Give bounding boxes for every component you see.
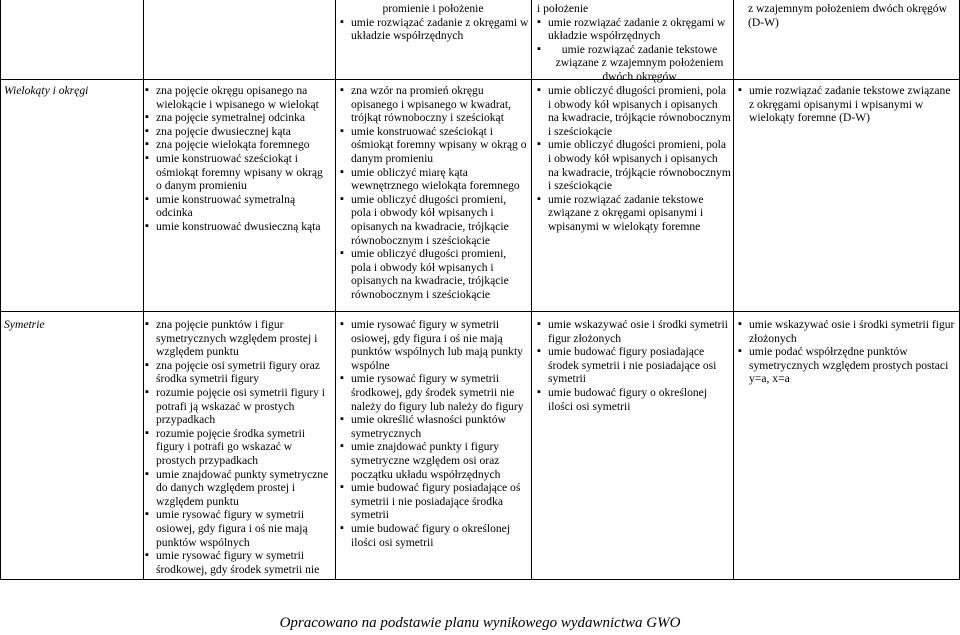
list-item: ▪ umie obliczyć długości promieni, pola i obwody kół wpisanych i opisanych na kwadracie, trójkącie równobocznym i sześciokącie: [537, 138, 731, 192]
col2-row1: [145, 84, 331, 234]
list-item: ▪ zna pojęcie punktów i figur symetrycznych względem prostej i względem punktu: [145, 318, 331, 359]
col5-top-continuation: [748, 2, 956, 29]
list-item: ▪ zna wzór na promień okręgu opisanego i wpisanego w kwadrat, trójkąt równoboczny i sześciokąt: [340, 84, 528, 125]
list-item: ▪ umie obliczyć długości promieni, pola i obwody kół wpisanych i opisanych na kwadracie, trójkącie równobocznym i sześciokącie: [340, 193, 528, 247]
list-item: ▪ umie obliczyć długości promieni, pola i obwody kół wpisanych i opisanych na kwadracie, trójkącie równobocznym i sześciokącie: [537, 84, 731, 138]
col4-row1: [537, 84, 731, 234]
topic-polygons-circles: Wielokąty i okręgi: [4, 84, 89, 97]
row-divider: [0, 311, 960, 312]
list-item: ▪ umie konstruować sześciokąt i ośmiokąt foremny wpisany w okrąg o danym promieniu: [145, 152, 331, 193]
list-item: ▪ umie rozwiązać zadanie tekstowe związane z okręgami opisanymi i wpisanymi w wielokąty foremne: [537, 193, 731, 234]
list-item: ▪ zna pojęcie dwusiecznej kąta: [145, 125, 331, 139]
list-item: ▪ zna pojęcie wielokąta foremnego: [145, 138, 331, 152]
table-divider: [531, 0, 532, 580]
col5-row2: [738, 318, 956, 386]
list-item: ▪ umie budować figury o określonej ilości osi symetrii: [340, 522, 528, 549]
list-item: ▪ umie rysować figury w symetrii środkowej, gdy środek symetrii nie należy do figury lub należy do figury: [340, 372, 528, 413]
list-item: ▪ umie rozwiązać zadanie z okręgami w układzie współrzędnych: [537, 16, 731, 43]
table-divider: [143, 0, 144, 580]
list-item: ▪ umie rozwiązać zadanie tekstowe związane z okręgami opisanymi i wpisanymi w wielokąty foremne (D-W): [738, 84, 956, 125]
list-item: ▪ zna pojęcie osi symetrii figury oraz środka symetrii figury: [145, 359, 331, 386]
col4-top-continuation: [537, 2, 731, 84]
list-item: ▪ zna pojęcie okręgu opisanego na wielokącie i wpisanego w wielokąt: [145, 84, 331, 111]
col2-row2: [145, 318, 331, 576]
list-item: ▪ umie obliczyć miarę kąta wewnętrznego wielokąta foremnego: [340, 166, 528, 193]
table-divider: [733, 0, 734, 580]
list-item: ▪ umie konstruować symetralną odcinka: [145, 193, 331, 220]
topic-symmetries: Symetrie: [4, 318, 45, 331]
list-item: ▪ umie budować figury o określonej ilości osi symetrii: [537, 386, 731, 413]
list-item: ▪ umie budować figury posiadające oś symetrii i nie posiadające środka symetrii: [340, 481, 528, 522]
text-line: z wzajemnym położeniem dwóch okręgów (D-W): [748, 2, 947, 29]
list-item: ▪ rozumie pojęcie osi symetrii figury i potrafi ją wskazać w prostych przypadkach: [145, 386, 331, 427]
list-item: ▪ umie określić własności punktów symetrycznych: [340, 413, 528, 440]
table-divider: [335, 0, 336, 580]
list-item: ▪ umie podać współrzędne punktów symetrycznych względem prostych postaci y=a, x=a: [738, 345, 956, 386]
list-item: ▪ umie rysować figury w symetrii środkowej, gdy środek symetrii nie: [145, 549, 331, 576]
list-item: ▪ umie znajdować punkty i figury symetryczne względem osi oraz początku układu współrzędnych: [340, 440, 528, 481]
list-item: ▪ umie konstruować sześciokąt i ośmiokąt foremny wpisany w okrąg o danym promieniu: [340, 125, 528, 166]
row-divider: [0, 79, 960, 80]
footer-note: Opracowano na podstawie planu wynikowego wydawnictwa GWO: [279, 615, 681, 631]
col3-top-continuation: [336, 2, 530, 43]
text-line: i położenie: [537, 2, 589, 15]
list-item: ▪ umie rysować figury w symetrii osiowej, gdy figura i oś nie mają punktów wspólnych lub mają punkty wspólne: [340, 318, 528, 372]
col5-row1: [738, 84, 956, 125]
list-item: ▪ zna pojęcie symetralnej odcinka: [145, 111, 331, 125]
list-item: ▪ rozumie pojęcie środka symetrii figury i potrafi go wskazać w prostych przypadkach: [145, 427, 331, 468]
table-border-left: [0, 0, 1, 580]
list-item: ▪ umie wskazywać osie i środki symetrii figur złożonych: [537, 318, 731, 345]
list-item: ▪ umie rozwiązać zadanie z okręgami w układzie współrzędnych: [340, 16, 530, 43]
col3-row1: [340, 84, 528, 302]
list-item: ▪ umie wskazywać osie i środki symetrii figur złożonych: [738, 318, 956, 345]
col3-row2: [340, 318, 528, 549]
col4-row2: [537, 318, 731, 413]
list-item: ▪ umie konstruować dwusieczną kąta: [145, 220, 331, 234]
list-item: ▪ umie budować figury posiadające środek symetrii i nie posiadające osi symetrii: [537, 345, 731, 386]
list-item: ▪ umie obliczyć długości promieni, pola i obwody kół wpisanych i opisanych na kwadracie, trójkącie równobocznym i sześciokącie: [340, 247, 528, 301]
list-item: ▪ umie rysować figury w symetrii osiowej, gdy figura i oś nie mają punktów wspólnych: [145, 508, 331, 549]
list-item: ▪ umie rozwiązać zadanie tekstowe związane z wzajemnym położeniem dwóch okręgów: [537, 43, 731, 84]
list-item: ▪ umie znajdować punkty symetryczne do danych względem prostej i względem punktu: [145, 468, 331, 509]
text-line: promienie i położenie: [382, 2, 484, 15]
table-border-bottom: [0, 579, 960, 580]
